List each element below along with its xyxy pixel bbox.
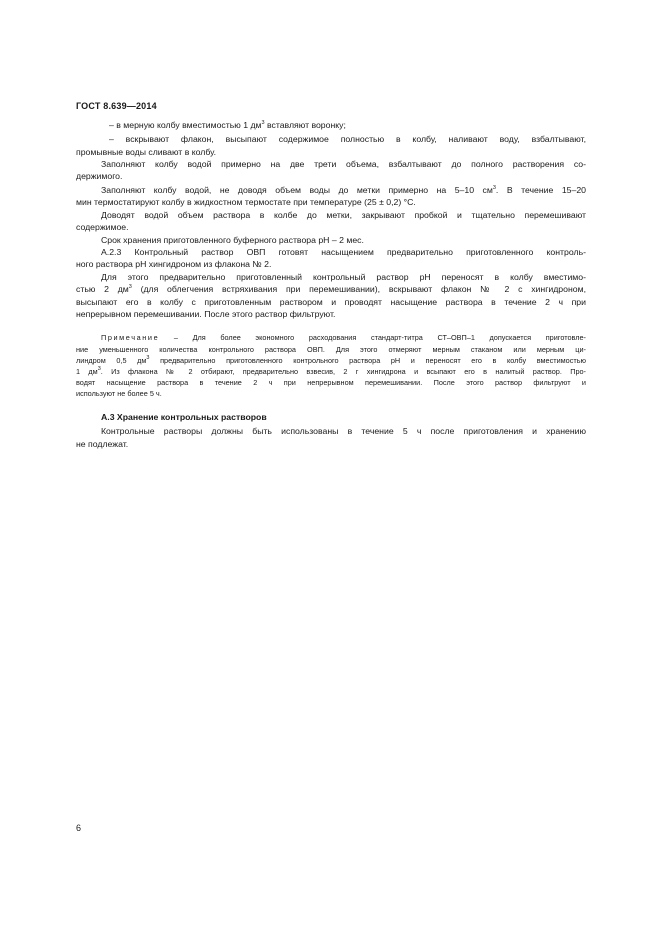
text-line: содержимое. bbox=[76, 222, 129, 232]
text-line: непрерывном перемешивании. После этого раствор фильтруют. bbox=[76, 309, 336, 319]
text-line: Доводят водой объем раствора в колбе до метки, закрывают пробкой и тщательно перемешивают bbox=[101, 210, 586, 220]
document-header: ГОСТ 8.639—2014 bbox=[76, 101, 157, 111]
section-heading: А.3 Хранение контрольных растворов bbox=[101, 412, 267, 422]
text-line: А.2.3 Контрольный раствор ОВП готовят насыщением предварительно приготовленного контроль- bbox=[101, 247, 586, 257]
text-line: промывные воды сливают в колбу. bbox=[76, 147, 217, 157]
text-line: Заполняют колбу водой примерно на две трети объема, взбалтывают до полного растворения со- bbox=[101, 159, 586, 169]
text-line: стью 2 $дм^3$ (для облегчения встряхивания при перемешивании), вскрывают флакон № 2 с хингидроном, bbox=[76, 284, 586, 294]
note-line: линдром 0,5 $дм^3$ предварительно приготовленного контрольного раствора рН и переносят его в колбу вместимостью bbox=[76, 355, 586, 365]
text-line: держимого. bbox=[76, 171, 123, 181]
note-label: Примечание bbox=[101, 333, 160, 342]
text-line: – вскрывают флакон, высыпают содержимое полностью в колбу, наливают воду, взбалтывают, bbox=[109, 134, 586, 144]
note-line: 1 $дм^3$. Из флакона № 2 отбирают, предварительно взвесив, 2 г хингидрона и всыпают его в налитый раствор. Про- bbox=[76, 366, 586, 376]
note-line: ние уменьшенного количества контрольного раствора ОВП. Для этого отмеряют мерным стаканом или мерным ци- bbox=[76, 345, 586, 354]
note-line: используют не более 5 ч. bbox=[76, 389, 162, 398]
page-number: 6 bbox=[76, 823, 82, 833]
text-line: Контрольные растворы должны быть использованы в течение 5 ч после приготовления и хранению bbox=[101, 426, 586, 436]
text-line: – в мерную колбу вместимостью 1 $дм^3$ вставляют воронку; bbox=[109, 120, 346, 130]
text-line: мин термостатируют колбу в жидкостном термостате при температуре (25 ± 0,2) °С. bbox=[76, 197, 416, 207]
text-line: не подлежат. bbox=[76, 439, 129, 449]
text-line: высыпают его в колбу с приготовленным раствором и проводят насыщение раствора в течение 2 ч при bbox=[76, 297, 586, 307]
note-line: водят насыщение раствора в течение 2 ч при непрерывном перемешивании. После этого раствор фильтруют и bbox=[76, 378, 586, 387]
text-line: Срок хранения приготовленного буферного раствора рН – 2 мес. bbox=[101, 235, 364, 245]
note-line: Примечание – Для более экономного расходования стандарт-титра СТ–ОВП–1 допускается приготовле- bbox=[101, 333, 586, 342]
text-line: ного раствора рН хингидроном из флакона № 2. bbox=[76, 259, 272, 269]
text-line: Для этого предварительно приготовленный контрольный раствор рН переносят в колбу вместимо- bbox=[101, 272, 586, 282]
text-line: Заполняют колбу водой, не доводя объем воды до метки примерно на 5–10 $см^3$. В течение 15–20 bbox=[101, 185, 587, 195]
